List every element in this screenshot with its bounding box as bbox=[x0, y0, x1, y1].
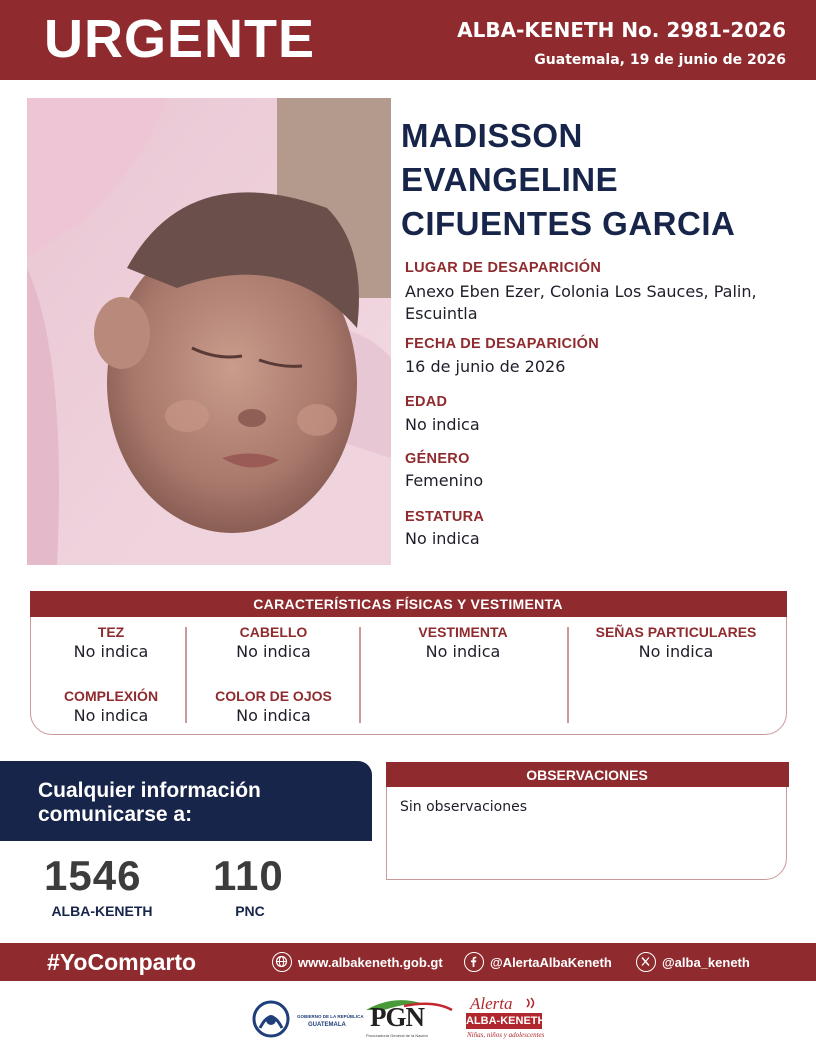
alba-logo-text: ALBA-KENETH bbox=[466, 1015, 546, 1027]
alert-number: ALBA-KENETH No. 2981-2026 bbox=[457, 18, 786, 42]
institution-logos bbox=[0, 992, 816, 1048]
observations-title: OBSERVACIONES bbox=[386, 762, 789, 787]
complexion-label: COMPLEXIÓN bbox=[63, 688, 159, 704]
x-link[interactable] bbox=[636, 952, 750, 972]
disappearance-place-line-1: Anexo Eben Ezer, Colonia Los Sauces, Palin, bbox=[405, 282, 757, 301]
complexion-value: No indica bbox=[73, 706, 149, 725]
skin-tone-value: No indica bbox=[73, 642, 149, 661]
contact-line-2: comunicarse a: bbox=[38, 803, 193, 826]
disappearance-place-field bbox=[405, 260, 800, 325]
age-label: EDAD bbox=[405, 394, 448, 410]
government-logo bbox=[250, 998, 364, 1040]
website-text: www.albakeneth.gob.gt bbox=[298, 954, 443, 970]
alba-keneth-phone-label: ALBA-KENETH bbox=[51, 903, 153, 919]
facebook-icon bbox=[464, 952, 484, 972]
eye-color-value: No indica bbox=[236, 706, 311, 725]
alba-logo-band bbox=[466, 1013, 546, 1029]
pnc-phone-number[interactable]: 110 bbox=[213, 852, 284, 899]
distinguishing-marks-cell bbox=[571, 624, 781, 661]
complexion-cell bbox=[37, 688, 185, 725]
contact-line-1: Cualquier información bbox=[38, 779, 261, 802]
share-hashtag: #YoComparto bbox=[47, 949, 197, 975]
observations-text: Sin observaciones bbox=[400, 799, 528, 815]
height-label: ESTATURA bbox=[405, 509, 485, 525]
x-handle-text: @alba_keneth bbox=[662, 954, 750, 970]
alert-place-date: Guatemala, 19 de junio de 2026 bbox=[534, 52, 786, 68]
gender-field bbox=[405, 451, 800, 492]
characteristics-panel bbox=[30, 591, 787, 735]
contact-text bbox=[38, 779, 261, 827]
pgn-logo bbox=[364, 996, 454, 1042]
pgn-logo-text: PGN bbox=[370, 1002, 424, 1032]
alba-keneth-logo bbox=[464, 994, 546, 1044]
x-logo-icon bbox=[636, 952, 656, 972]
alert-signal-icon bbox=[524, 996, 538, 1010]
column-divider-3 bbox=[567, 627, 569, 723]
hair-label: CABELLO bbox=[239, 624, 308, 640]
alba-keneth-phone-number[interactable]: 1546 bbox=[44, 852, 142, 899]
baby-photo-illustration bbox=[27, 98, 391, 565]
hair-cell bbox=[191, 624, 356, 661]
facebook-link[interactable] bbox=[464, 952, 612, 972]
age-field bbox=[405, 394, 800, 436]
column-divider-2 bbox=[359, 627, 361, 723]
facebook-text: @AlertaAlbaKeneth bbox=[490, 954, 612, 970]
characteristics-title: CARACTERÍSTICAS FÍSICAS Y VESTIMENTA bbox=[30, 591, 787, 617]
age-value: No indica bbox=[405, 415, 480, 434]
name-line-2: EVANGELINE bbox=[401, 161, 619, 198]
alba-logo-alerta: Alerta bbox=[470, 994, 513, 1013]
gender-label: GÉNERO bbox=[405, 451, 470, 467]
distinguishing-marks-value: No indica bbox=[638, 642, 714, 661]
distinguishing-marks-label: SEÑAS PARTICULARES bbox=[595, 624, 757, 640]
disappearance-place-label: LUGAR DE DESAPARICIÓN bbox=[405, 260, 602, 276]
contact-banner bbox=[0, 761, 372, 841]
clothing-cell bbox=[363, 624, 563, 661]
height-value: No indica bbox=[405, 529, 480, 548]
hair-value: No indica bbox=[236, 642, 311, 661]
eye-color-cell bbox=[191, 688, 356, 725]
pgn-logo-subtitle: Procuraduría General de la Nación bbox=[366, 1033, 428, 1038]
clothing-label: VESTIMENTA bbox=[418, 624, 508, 640]
globe-icon bbox=[272, 952, 292, 972]
skin-tone-cell bbox=[37, 624, 185, 661]
name-line-3: CIFUENTES GARCIA bbox=[401, 205, 736, 242]
missing-person-photo bbox=[27, 98, 391, 565]
disappearance-date-label: FECHA DE DESAPARICIÓN bbox=[405, 336, 600, 352]
eye-color-label: COLOR DE OJOS bbox=[215, 688, 332, 704]
gender-value: Femenino bbox=[405, 471, 484, 490]
missing-person-name bbox=[401, 114, 801, 246]
website-link[interactable] bbox=[272, 952, 443, 972]
government-logo-line-1: GOBIERNO DE LA REPÚBLICA bbox=[297, 1014, 364, 1019]
footer-banner bbox=[0, 943, 816, 981]
name-line-1: MADISSON bbox=[401, 117, 583, 154]
skin-tone-label: TEZ bbox=[97, 624, 125, 640]
height-field bbox=[405, 509, 800, 550]
observations-panel bbox=[386, 762, 787, 880]
pnc-phone-label: PNC bbox=[235, 903, 265, 919]
column-divider-1 bbox=[185, 627, 187, 723]
government-logo-line-2: GUATEMALA bbox=[308, 1022, 346, 1028]
clothing-value: No indica bbox=[425, 642, 501, 661]
disappearance-place-line-2: Escuintla bbox=[405, 304, 478, 323]
disappearance-date-field bbox=[405, 336, 800, 378]
guatemala-coat-of-arms-icon bbox=[250, 998, 292, 1040]
urgent-title: URGENTE bbox=[44, 9, 316, 69]
alba-logo-subtitle: Niñas, niños y adolescentes bbox=[467, 1031, 545, 1039]
header-banner bbox=[0, 0, 816, 80]
disappearance-date-value: 16 de junio de 2026 bbox=[405, 357, 566, 376]
